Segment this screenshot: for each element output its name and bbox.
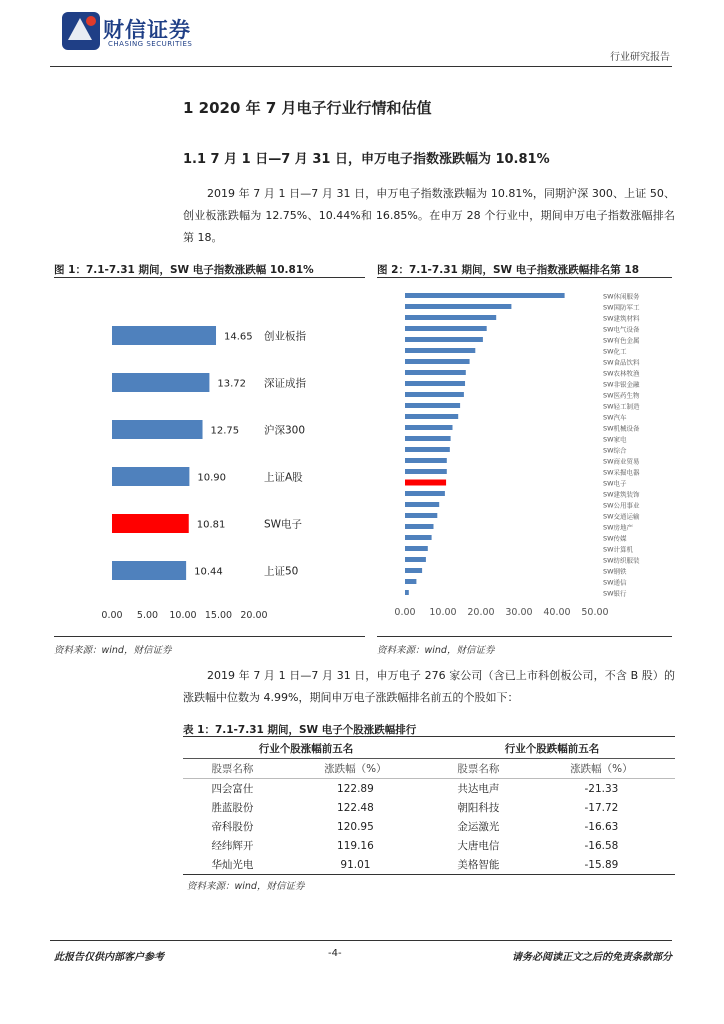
bar-category-label-14: SW综合 xyxy=(603,446,627,455)
brand-name-cn: 财信证券 xyxy=(103,18,191,42)
bar-11 xyxy=(405,414,458,419)
bar-15 xyxy=(405,458,447,463)
bar-value-label-0: 14.65 xyxy=(224,331,253,343)
col-header-name: 股票名称 xyxy=(183,759,282,779)
col-header-change: 涨跌幅（%） xyxy=(528,759,675,779)
company-logo xyxy=(60,10,102,52)
x-tick-label-2: 20.00 xyxy=(467,607,495,618)
footer-divider xyxy=(50,940,672,941)
x-tick-label-1: 10.00 xyxy=(429,607,457,618)
bar-category-label-0: SW休闲服务 xyxy=(603,292,640,301)
bar-category-label-3: 上证A股 xyxy=(264,471,303,484)
bar-category-label-3: SW电气设备 xyxy=(603,325,640,334)
table-row xyxy=(183,798,675,817)
x-tick-label-4: 20.00 xyxy=(240,610,268,621)
bar-16 xyxy=(405,469,447,474)
bar-category-label-5: 上证50 xyxy=(264,565,299,578)
bar-0 xyxy=(112,326,216,345)
bar-category-label-6: SW食品饮料 xyxy=(603,358,640,367)
bar-category-label-8: SW非银金融 xyxy=(603,380,640,389)
bar-category-label-0: 创业板指 xyxy=(264,330,306,343)
table-header-row xyxy=(183,759,675,779)
loser-change: -16.58 xyxy=(584,839,619,852)
figure2-bottom-rule xyxy=(377,636,672,637)
bar-4 xyxy=(112,514,189,533)
bar-value-label-2: 12.75 xyxy=(210,425,240,437)
figure2-title-rule xyxy=(377,277,672,278)
bar-category-label-4: SW有色金属 xyxy=(603,336,640,345)
bar-25 xyxy=(405,568,422,573)
bar-category-label-17: SW电子 xyxy=(603,479,627,488)
x-tick-label-3: 30.00 xyxy=(505,607,533,618)
loser-name: 朝阳科技 xyxy=(457,802,500,814)
bar-22 xyxy=(405,535,432,540)
bar-9 xyxy=(405,392,464,397)
bar-category-label-13: SW家电 xyxy=(603,435,627,444)
x-tick-label-0: 0.00 xyxy=(101,610,123,621)
intro-paragraph: 2019 年 7 月 1 日—7 月 31 日，申万电子指数涨跌幅为 10.81%，同期沪深 300、上证 50、创业板涨跌幅为 12.75%、10.44%和 16.85%。在申万 28 个行业中，期间申万电子指数涨幅排名第 18。 xyxy=(183,187,675,244)
bar-value-label-5: 10.44 xyxy=(194,566,223,578)
bar-category-label-11: SW汽车 xyxy=(603,413,627,422)
gainer-name: 经纬辉开 xyxy=(211,840,254,852)
bar-14 xyxy=(405,447,450,452)
bar-5 xyxy=(112,561,186,580)
bar-24 xyxy=(405,557,426,562)
table-group-losers: 行业个股跌幅前五名 xyxy=(429,738,675,759)
x-tick-label-0: 0.00 xyxy=(394,607,416,618)
gainer-change: 91.01 xyxy=(340,858,371,871)
figure2-chart xyxy=(377,282,672,627)
footer-disclaimer-left: 此报告仅供内部客户参考 xyxy=(54,952,164,963)
gainer-change: 120.95 xyxy=(337,820,374,833)
bar-category-label-24: SW纺织服装 xyxy=(603,556,640,565)
x-tick-label-3: 15.00 xyxy=(204,610,233,621)
col-header-change: 涨跌幅（%） xyxy=(282,759,429,779)
x-tick-label-5: 50.00 xyxy=(581,607,609,618)
loser-change: -21.33 xyxy=(584,782,619,795)
bar-4 xyxy=(405,337,483,342)
loser-change: -16.63 xyxy=(584,820,619,833)
bar-category-label-16: SW采掘电器 xyxy=(603,468,640,477)
figure1-bottom-rule xyxy=(54,636,365,637)
bar-category-label-7: SW农林牧渔 xyxy=(603,369,640,378)
bar-category-label-22: SW传媒 xyxy=(603,534,627,543)
report-type: 行业研究报告 xyxy=(610,52,670,63)
bar-category-label-20: SW交通运输 xyxy=(603,512,640,521)
bar-13 xyxy=(405,436,451,441)
bar-2 xyxy=(405,315,496,320)
bar-category-label-4: SW电子 xyxy=(264,518,303,531)
bar-category-label-12: SW机械设备 xyxy=(603,424,640,433)
bar-6 xyxy=(405,359,470,364)
page-number: -4- xyxy=(328,948,342,959)
bar-8 xyxy=(405,381,465,386)
loser-name: 美格智能 xyxy=(457,859,500,871)
loser-name: 金运激光 xyxy=(457,821,500,833)
gainer-name: 胜蓝股份 xyxy=(211,802,254,814)
bar-category-label-2: SW建筑材料 xyxy=(603,314,640,323)
table1-title-rule xyxy=(183,736,675,737)
table-row xyxy=(183,855,675,875)
bar-17 xyxy=(405,480,446,486)
brand-name-en: CHASING SECURITIES xyxy=(108,40,193,48)
gainer-change: 122.48 xyxy=(337,801,374,814)
table-row xyxy=(183,779,675,799)
loser-change: -17.72 xyxy=(584,801,619,814)
bar-category-label-10: SW轻工制造 xyxy=(603,402,640,411)
x-tick-label-1: 5.00 xyxy=(136,610,159,621)
x-tick-label-2: 10.00 xyxy=(169,610,197,621)
x-tick-label-4: 40.00 xyxy=(543,607,571,618)
figure2-source: 资料来源：wind，财信证券 xyxy=(377,645,495,656)
bar-3 xyxy=(112,467,189,486)
bar-1 xyxy=(112,373,209,392)
subsection-heading: 1.1 7 月 1 日—7 月 31 日，申万电子指数涨跌幅为 10.81% xyxy=(183,152,550,167)
bar-category-label-5: SW化工 xyxy=(603,347,627,356)
bar-18 xyxy=(405,491,445,496)
gainer-name: 帝科股份 xyxy=(211,821,254,833)
bar-category-label-19: SW公用事业 xyxy=(603,501,640,510)
bar-category-label-1: 深证成指 xyxy=(264,377,306,390)
bar-category-label-26: SW通信 xyxy=(603,578,627,587)
gainer-name: 华灿光电 xyxy=(211,859,254,871)
bar-category-label-27: SW银行 xyxy=(603,589,627,598)
bar-category-label-25: SW钢铁 xyxy=(603,567,627,576)
gainer-change: 122.89 xyxy=(337,782,374,795)
loser-name: 共达电声 xyxy=(457,783,500,795)
bar-20 xyxy=(405,513,437,518)
figure1-title: 图 1：7.1-7.31 期间，SW 电子指数涨跌幅 10.81% xyxy=(54,264,314,276)
bar-1 xyxy=(405,304,511,309)
bar-value-label-1: 13.72 xyxy=(217,378,247,390)
bar-26 xyxy=(405,579,416,584)
bar-0 xyxy=(405,293,565,298)
bar-2 xyxy=(112,420,203,439)
bar-3 xyxy=(405,326,487,331)
table1-title: 表 1：7.1-7.31 期间，SW 电子个股涨跌幅排行 xyxy=(183,724,417,736)
bar-category-label-2: 沪深300 xyxy=(264,424,306,437)
figure2-title: 图 2：7.1-7.31 期间，SW 电子指数涨跌幅排名第 18 xyxy=(377,264,640,276)
bar-21 xyxy=(405,524,434,529)
bar-5 xyxy=(405,348,475,353)
bar-19 xyxy=(405,502,439,507)
section-heading: 1 2020 年 7 月电子行业行情和估值 xyxy=(183,99,432,117)
table-row xyxy=(183,817,675,836)
loser-change: -15.89 xyxy=(584,858,619,871)
loser-name: 大唐电信 xyxy=(457,840,500,852)
footer-disclaimer-right: 请务必阅读正文之后的免责条款部分 xyxy=(512,952,672,963)
bar-27 xyxy=(405,590,409,595)
bar-category-label-9: SW医药生物 xyxy=(603,391,640,400)
col-header-name: 股票名称 xyxy=(429,759,528,779)
stock-ranking-table xyxy=(183,738,675,875)
table-group-gainers: 行业个股涨幅前五名 xyxy=(183,738,429,759)
bar-12 xyxy=(405,425,453,430)
figure1-source: 资料来源：wind，财信证券 xyxy=(54,645,172,656)
gainer-change: 119.16 xyxy=(337,839,374,852)
stock-paragraph: 2019 年 7 月 1 日—7 月 31 日，申万电子 276 家公司（含已上市科创板公司，不含 B 股）的涨跌幅中位数为 4.99%，期间申万电子涨跌幅排名前五的个股如下： xyxy=(183,669,675,704)
bar-10 xyxy=(405,403,460,408)
bar-category-label-18: SW建筑装饰 xyxy=(603,490,640,499)
bar-value-label-3: 10.90 xyxy=(197,472,227,484)
bar-category-label-21: SW房地产 xyxy=(603,523,634,532)
bar-23 xyxy=(405,546,428,551)
bar-category-label-23: SW计算机 xyxy=(603,545,634,554)
table1-source: 资料来源：wind，财信证券 xyxy=(187,881,305,892)
bar-value-label-4: 10.81 xyxy=(196,519,226,531)
table-row xyxy=(183,836,675,855)
header-divider xyxy=(50,66,672,67)
bar-category-label-1: SW国防军工 xyxy=(603,303,640,312)
figure1-chart xyxy=(54,282,365,627)
bar-7 xyxy=(405,370,466,375)
gainer-name: 四会富仕 xyxy=(211,783,254,795)
figure1-title-rule xyxy=(54,277,365,278)
bar-category-label-15: SW商业贸易 xyxy=(603,457,640,466)
